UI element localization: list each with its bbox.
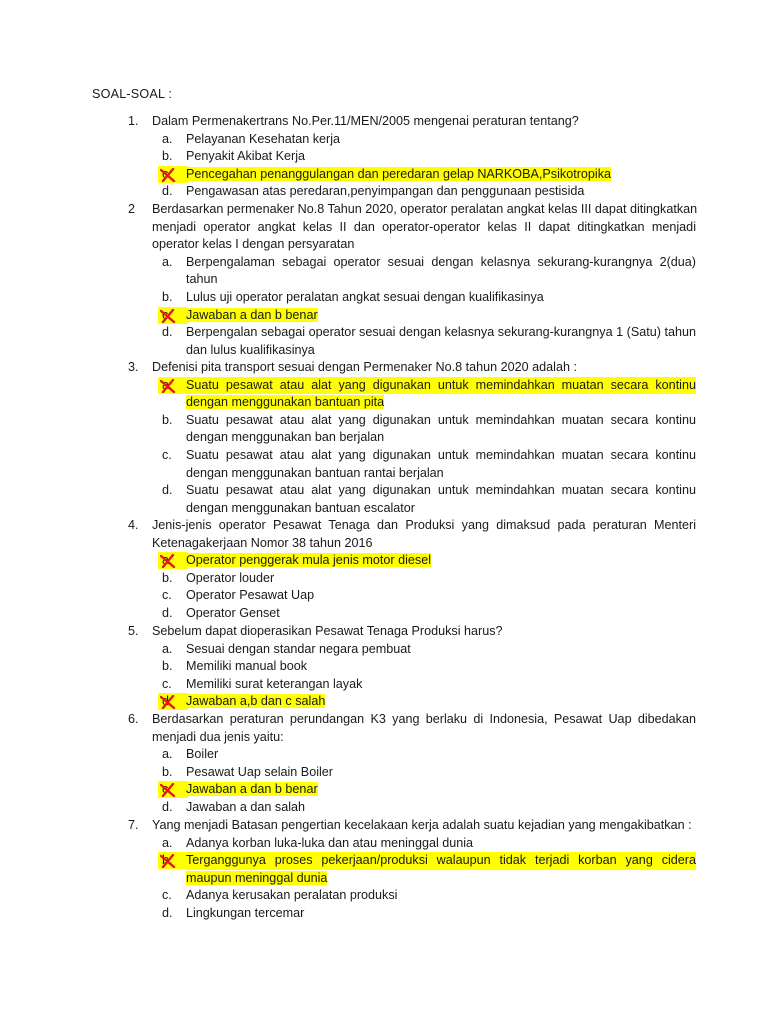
- question-line: [92, 729, 696, 747]
- option-letter: d.: [162, 905, 173, 920]
- option-text: Pesawat Uap selain Boiler: [186, 764, 334, 779]
- option-letter: c.: [162, 307, 172, 322]
- question-text: Defenisi pita transport sesuai dengan Permenaker No.8 tahun 2020 adalah :: [152, 360, 577, 374]
- question-6: [92, 711, 696, 817]
- option-letter: b.: [162, 764, 173, 779]
- option-letter: a.: [162, 377, 173, 392]
- option-b: [92, 658, 696, 676]
- question-1: [92, 113, 696, 201]
- question-text: Berdasarkan peraturan perundangan K3 yang berlaku di Indonesia, Pesawat Uap dibedakan: [152, 712, 696, 726]
- option-d: [92, 324, 696, 342]
- option-text: Pencegahan penanggulangan dan peredaran gelap NARKOBA,Psikotropika: [186, 166, 611, 181]
- question-number: 7.: [128, 818, 139, 832]
- question-text: Yang menjadi Batasan pengertian kecelakaan kerja adalah suatu kejadian yang mengakibatkan :: [152, 818, 692, 832]
- option-a-cont: [92, 271, 696, 289]
- option-text: Operator Pesawat Uap: [186, 588, 315, 603]
- option-a: [92, 835, 696, 853]
- option-text: dengan menggunakan bantuan rantai berjalan: [186, 465, 444, 480]
- option-text: Jawaban a dan b benar: [186, 307, 318, 322]
- option-letter: a.: [162, 553, 173, 568]
- option-text: Memiliki manual book: [186, 659, 308, 674]
- question-text: menjadi dua jenis yaitu:: [152, 729, 284, 744]
- option-c: [92, 676, 696, 694]
- cross-mark-icon: [160, 379, 176, 393]
- question-7: [92, 817, 696, 923]
- question-number: 1.: [128, 114, 139, 128]
- option-letter: b.: [162, 853, 173, 868]
- option-letter: c.: [162, 588, 172, 603]
- option-letter: d.: [162, 799, 173, 814]
- option-text: Operator Genset: [186, 605, 280, 620]
- option-text: Jawaban a dan salah: [186, 799, 306, 814]
- option-text: Memiliki surat keterangan layak: [186, 676, 363, 691]
- option-text: Operator louder: [186, 570, 275, 585]
- page-title: SOAL-SOAL :: [92, 87, 173, 101]
- option-letter: a.: [162, 254, 173, 269]
- option-b: [92, 289, 696, 307]
- option-b-cont: [92, 870, 696, 888]
- option-text: dengan menggunakan bantuan pita: [186, 395, 385, 410]
- question-text: Jenis-jenis operator Pesawat Tenaga dan Produksi yang dimaksud pada peraturan Menteri: [152, 518, 696, 532]
- cross-mark-icon: [160, 783, 176, 797]
- option-c-cont: [92, 465, 696, 483]
- option-d: [92, 693, 696, 711]
- option-letter: b.: [162, 149, 173, 164]
- option-d: [92, 605, 696, 623]
- question-line: [92, 535, 696, 553]
- option-b-cont: [92, 429, 696, 447]
- question-3: [92, 359, 696, 517]
- option-a: [92, 131, 696, 149]
- option-letter: a.: [162, 835, 173, 850]
- question-line: [92, 201, 696, 219]
- option-letter: c.: [162, 676, 172, 691]
- option-letter: d.: [162, 483, 173, 498]
- option-text: Pengawasan atas peredaran,penyimpangan dan penggunaan pestisida: [186, 184, 585, 199]
- option-b: [92, 852, 696, 870]
- option-text: Jawaban a,b dan c salah: [186, 694, 326, 709]
- option-text: Boiler: [186, 747, 219, 762]
- question-text: Berdasarkan permenaker No.8 Tahun 2020, operator peralatan angkat kelas III dapat ditingkatkan: [152, 202, 698, 216]
- option-letter: a.: [162, 641, 173, 656]
- option-letter: d.: [162, 325, 173, 340]
- question-line: [92, 359, 696, 377]
- option-a: [92, 377, 696, 395]
- option-letter: d.: [162, 184, 173, 199]
- question-text: Sebelum dapat dioperasikan Pesawat Tenaga Produksi harus?: [152, 624, 503, 638]
- option-letter: b.: [162, 289, 173, 304]
- option-a: [92, 254, 696, 272]
- option-text: Jawaban a dan b benar: [186, 782, 318, 797]
- question-number: 2: [128, 202, 136, 216]
- option-d-cont: [92, 342, 696, 360]
- question-text: menjadi operator angkat kelas II dan operator-operator kelas II dapat ditingkatkan menjadi: [152, 219, 696, 234]
- question-line: [92, 711, 696, 729]
- option-letter: a.: [162, 747, 173, 762]
- question-text: Dalam Permenakertrans No.Per.11/MEN/2005 mengenai peraturan tentang?: [152, 114, 579, 128]
- question-text: Ketenagakerjaan Nomor 38 tahun 2016: [152, 535, 373, 550]
- option-b: [92, 412, 696, 430]
- option-letter: b.: [162, 412, 173, 427]
- question-line: [92, 817, 696, 835]
- option-text: Berpengalaman sebagai operator sesuai dengan kelasnya sekurang-kurangnya 2(dua): [186, 254, 696, 269]
- question-2: [92, 201, 696, 359]
- question-5: [92, 623, 696, 711]
- question-line: [92, 623, 696, 641]
- option-c: [92, 166, 696, 184]
- cross-mark-icon: [160, 554, 176, 568]
- option-d-cont: [92, 500, 696, 518]
- question-text: operator kelas I dengan persyaratan: [152, 237, 355, 252]
- option-text: Terganggunya proses pekerjaan/produksi walaupun tidak terjadi korban yang cidera: [186, 852, 696, 870]
- option-letter: b.: [162, 570, 173, 585]
- question-number: 4.: [128, 518, 139, 532]
- option-text: Pelayanan Kesehatan kerja: [186, 131, 341, 146]
- option-b: [92, 570, 696, 588]
- option-c: [92, 307, 696, 325]
- option-letter: c.: [162, 888, 172, 903]
- option-a: [92, 552, 696, 570]
- option-text: dengan menggunakan bantuan escalator: [186, 500, 415, 515]
- cross-mark-icon: [160, 854, 176, 868]
- option-a: [92, 746, 696, 764]
- option-letter: c.: [162, 447, 172, 462]
- question-line: [92, 517, 696, 535]
- option-letter: c.: [162, 166, 172, 181]
- option-text: Suatu pesawat atau alat yang digunakan untuk memindahkan muatan secara kontinu: [186, 483, 696, 498]
- option-d: [92, 183, 696, 201]
- option-c: [92, 587, 696, 605]
- option-letter: b.: [162, 659, 173, 674]
- option-text: Suatu pesawat atau alat yang digunakan untuk memindahkan muatan secara kontinu: [186, 447, 696, 462]
- option-c: [92, 447, 696, 465]
- question-line: [92, 219, 696, 237]
- option-text: Berpengalan sebagai operator sesuai dengan kelasnya sekurang-kurangnya 1 (Satu) tahun: [186, 325, 696, 340]
- question-number: 5.: [128, 624, 139, 638]
- option-text: dan lulus kualifikasinya: [186, 342, 315, 357]
- question-number: 6.: [128, 712, 139, 726]
- option-text: Lingkungan tercemar: [186, 905, 305, 920]
- option-d: [92, 905, 696, 923]
- option-text: Suatu pesawat atau alat yang digunakan untuk memindahkan muatan secara kontinu: [186, 412, 696, 427]
- option-d: [92, 482, 696, 500]
- cross-mark-icon: [160, 168, 176, 182]
- question-number: 3.: [128, 360, 139, 374]
- option-text: tahun: [186, 272, 218, 287]
- cross-mark-icon: [160, 695, 176, 709]
- option-letter: d.: [162, 694, 173, 709]
- option-text: Penyakit Akibat Kerja: [186, 149, 306, 164]
- option-a: [92, 641, 696, 659]
- option-a-cont: [92, 394, 696, 412]
- option-letter: a.: [162, 131, 173, 146]
- cross-mark-icon: [160, 309, 176, 323]
- question-line: [92, 236, 696, 254]
- option-text: Sesuai dengan standar negara pembuat: [186, 641, 411, 656]
- option-text: dengan menggunakan ban berjalan: [186, 430, 385, 445]
- option-letter: c.: [162, 782, 172, 797]
- option-text: Lulus uji operator peralatan angkat sesuai dengan kualifikasinya: [186, 289, 544, 304]
- option-c: [92, 887, 696, 905]
- option-text: Adanya kerusakan peralatan produksi: [186, 888, 398, 903]
- option-text: Suatu pesawat atau alat yang digunakan untuk memindahkan muatan secara kontinu: [186, 377, 696, 395]
- question-line: [92, 113, 696, 131]
- option-d: [92, 799, 696, 817]
- option-b: [92, 764, 696, 782]
- option-text: Adanya korban luka-luka dan atau meninggal dunia: [186, 835, 474, 850]
- option-text: Operator penggerak mula jenis motor diesel: [186, 553, 432, 568]
- option-text: maupun meninggal dunia: [186, 870, 328, 885]
- option-c: [92, 781, 696, 799]
- option-b: [92, 148, 696, 166]
- option-letter: d.: [162, 605, 173, 620]
- question-4: [92, 517, 696, 623]
